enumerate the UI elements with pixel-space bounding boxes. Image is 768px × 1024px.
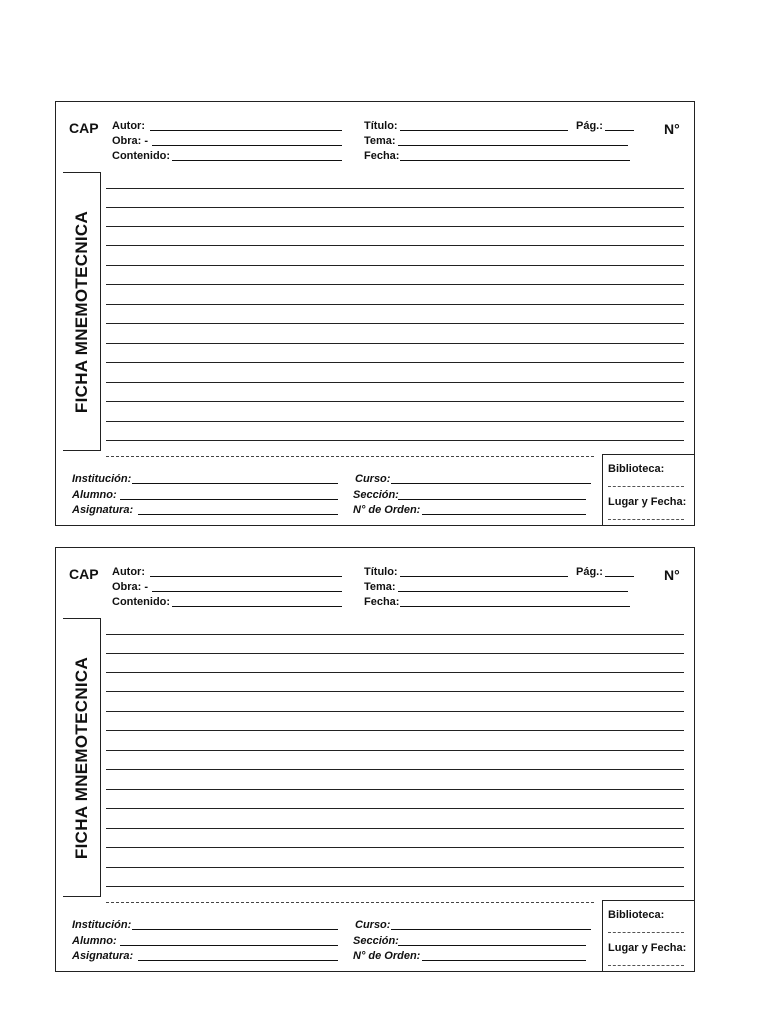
orden-field[interactable] bbox=[353, 950, 420, 962]
pag-label: Pág.: bbox=[576, 566, 603, 578]
obra-field[interactable] bbox=[112, 581, 148, 593]
cap-label: CAP bbox=[69, 120, 99, 136]
institucion-line bbox=[132, 483, 338, 484]
writing-line[interactable] bbox=[106, 769, 684, 770]
titulo-field[interactable] bbox=[364, 120, 398, 132]
curso-label: Curso: bbox=[355, 919, 391, 931]
alumno-line bbox=[120, 945, 338, 946]
curso-label: Curso: bbox=[355, 473, 391, 485]
fecha-label: Fecha: bbox=[364, 150, 400, 162]
writing-line[interactable] bbox=[106, 343, 684, 344]
writing-line-dashed[interactable] bbox=[106, 456, 594, 457]
contenido-field[interactable] bbox=[112, 150, 170, 162]
side-title-bar bbox=[63, 172, 101, 451]
seccion-label: Sección: bbox=[353, 935, 399, 947]
biblioteca-label: Biblioteca: bbox=[608, 463, 665, 475]
asignatura-line bbox=[138, 514, 338, 515]
writing-line[interactable] bbox=[106, 284, 684, 285]
orden-line bbox=[422, 514, 586, 515]
institucion-field[interactable] bbox=[72, 473, 131, 485]
tema-label: Tema: bbox=[364, 135, 396, 147]
pag-line bbox=[605, 130, 634, 131]
writing-line[interactable] bbox=[106, 421, 684, 422]
writing-line[interactable] bbox=[106, 382, 684, 383]
asignatura-field[interactable] bbox=[72, 950, 133, 962]
alumno-label: Alumno: bbox=[72, 489, 117, 501]
autor-label: Autor: bbox=[112, 120, 145, 132]
institucion-label: Institución: bbox=[72, 473, 132, 485]
pag-label: Pág.: bbox=[576, 120, 603, 132]
contenido-line bbox=[172, 606, 342, 607]
fecha-field[interactable] bbox=[364, 150, 399, 162]
tema-line bbox=[398, 145, 628, 146]
curso-line bbox=[391, 483, 591, 484]
writing-line-dashed[interactable] bbox=[106, 902, 594, 903]
ficha-card-2 bbox=[55, 547, 695, 972]
writing-line[interactable] bbox=[106, 440, 684, 441]
seccion-line bbox=[398, 945, 586, 946]
fecha-field[interactable] bbox=[364, 596, 399, 608]
institucion-field[interactable] bbox=[72, 919, 131, 931]
obra-line bbox=[152, 145, 342, 146]
writing-line[interactable] bbox=[106, 304, 684, 305]
seccion-field[interactable] bbox=[353, 935, 399, 947]
pag-field[interactable] bbox=[576, 120, 603, 132]
writing-line[interactable] bbox=[106, 653, 684, 654]
writing-line[interactable] bbox=[106, 730, 684, 731]
contenido-line bbox=[172, 160, 342, 161]
lugar-fecha-label: Lugar y Fecha: bbox=[608, 496, 687, 508]
orden-label: N° de Orden: bbox=[353, 504, 421, 516]
writing-line[interactable] bbox=[106, 886, 684, 887]
side-title: FICHA MNEMOTECNICA bbox=[71, 210, 91, 413]
writing-line[interactable] bbox=[106, 867, 684, 868]
ficha-card-1 bbox=[55, 101, 695, 526]
fecha-line bbox=[400, 160, 630, 161]
biblioteca-box bbox=[602, 454, 695, 526]
contenido-field[interactable] bbox=[112, 596, 170, 608]
institucion-label: Institución: bbox=[72, 919, 132, 931]
fecha-line bbox=[400, 606, 630, 607]
autor-field[interactable] bbox=[112, 120, 145, 132]
contenido-label: Contenido: bbox=[112, 596, 171, 608]
writing-line[interactable] bbox=[106, 634, 684, 635]
alumno-field[interactable] bbox=[72, 935, 117, 947]
tema-label: Tema: bbox=[364, 581, 396, 593]
pag-line bbox=[605, 576, 634, 577]
asignatura-label: Asignatura: bbox=[72, 950, 134, 962]
alumno-label: Alumno: bbox=[72, 935, 117, 947]
lugar-fecha-line[interactable] bbox=[608, 519, 684, 520]
orden-label: N° de Orden: bbox=[353, 950, 421, 962]
tema-field[interactable] bbox=[364, 135, 396, 147]
autor-line bbox=[150, 130, 342, 131]
autor-label: Autor: bbox=[112, 566, 145, 578]
seccion-field[interactable] bbox=[353, 489, 399, 501]
writing-line[interactable] bbox=[106, 789, 684, 790]
tema-line bbox=[398, 591, 628, 592]
biblioteca-box bbox=[602, 900, 695, 972]
biblioteca-label: Biblioteca: bbox=[608, 909, 665, 921]
alumno-line bbox=[120, 499, 338, 500]
contenido-label: Contenido: bbox=[112, 150, 171, 162]
seccion-line bbox=[398, 499, 586, 500]
writing-line[interactable] bbox=[106, 828, 684, 829]
writing-line[interactable] bbox=[106, 808, 684, 809]
titulo-label: Título: bbox=[364, 566, 398, 578]
writing-line[interactable] bbox=[106, 245, 684, 246]
obra-field[interactable] bbox=[112, 135, 148, 147]
autor-field[interactable] bbox=[112, 566, 145, 578]
obra-label: Obra: - bbox=[112, 135, 149, 147]
side-title-bar bbox=[63, 618, 101, 897]
numero-label: N° bbox=[664, 567, 680, 583]
tema-field[interactable] bbox=[364, 581, 396, 593]
writing-line[interactable] bbox=[106, 672, 684, 673]
cap-label: CAP bbox=[69, 566, 99, 582]
obra-label: Obra: - bbox=[112, 581, 149, 593]
pag-field[interactable] bbox=[576, 566, 603, 578]
writing-line[interactable] bbox=[106, 750, 684, 751]
biblioteca-line[interactable] bbox=[608, 486, 684, 487]
writing-line[interactable] bbox=[106, 401, 684, 402]
asignatura-field[interactable] bbox=[72, 504, 133, 516]
curso-line bbox=[391, 929, 591, 930]
asignatura-line bbox=[138, 960, 338, 961]
writing-line[interactable] bbox=[106, 226, 684, 227]
writing-line[interactable] bbox=[106, 362, 684, 363]
lugar-fecha-line[interactable] bbox=[608, 965, 684, 966]
asignatura-label: Asignatura: bbox=[72, 504, 134, 516]
biblioteca-line[interactable] bbox=[608, 932, 684, 933]
orden-field[interactable] bbox=[353, 504, 420, 516]
fecha-label: Fecha: bbox=[364, 596, 400, 608]
titulo-label: Título: bbox=[364, 120, 398, 132]
titulo-field[interactable] bbox=[364, 566, 398, 578]
writing-line[interactable] bbox=[106, 207, 684, 208]
writing-line[interactable] bbox=[106, 188, 684, 189]
seccion-label: Sección: bbox=[353, 489, 399, 501]
orden-line bbox=[422, 960, 586, 961]
institucion-line bbox=[132, 929, 338, 930]
titulo-line bbox=[400, 576, 568, 577]
alumno-field[interactable] bbox=[72, 489, 117, 501]
titulo-line bbox=[400, 130, 568, 131]
writing-line[interactable] bbox=[106, 691, 684, 692]
writing-line[interactable] bbox=[106, 847, 684, 848]
obra-line bbox=[152, 591, 342, 592]
side-title: FICHA MNEMOTECNICA bbox=[71, 656, 91, 859]
writing-line[interactable] bbox=[106, 323, 684, 324]
writing-line[interactable] bbox=[106, 711, 684, 712]
numero-label: N° bbox=[664, 121, 680, 137]
curso-field[interactable] bbox=[355, 919, 390, 931]
curso-field[interactable] bbox=[355, 473, 390, 485]
lugar-fecha-label: Lugar y Fecha: bbox=[608, 942, 687, 954]
autor-line bbox=[150, 576, 342, 577]
writing-line[interactable] bbox=[106, 265, 684, 266]
